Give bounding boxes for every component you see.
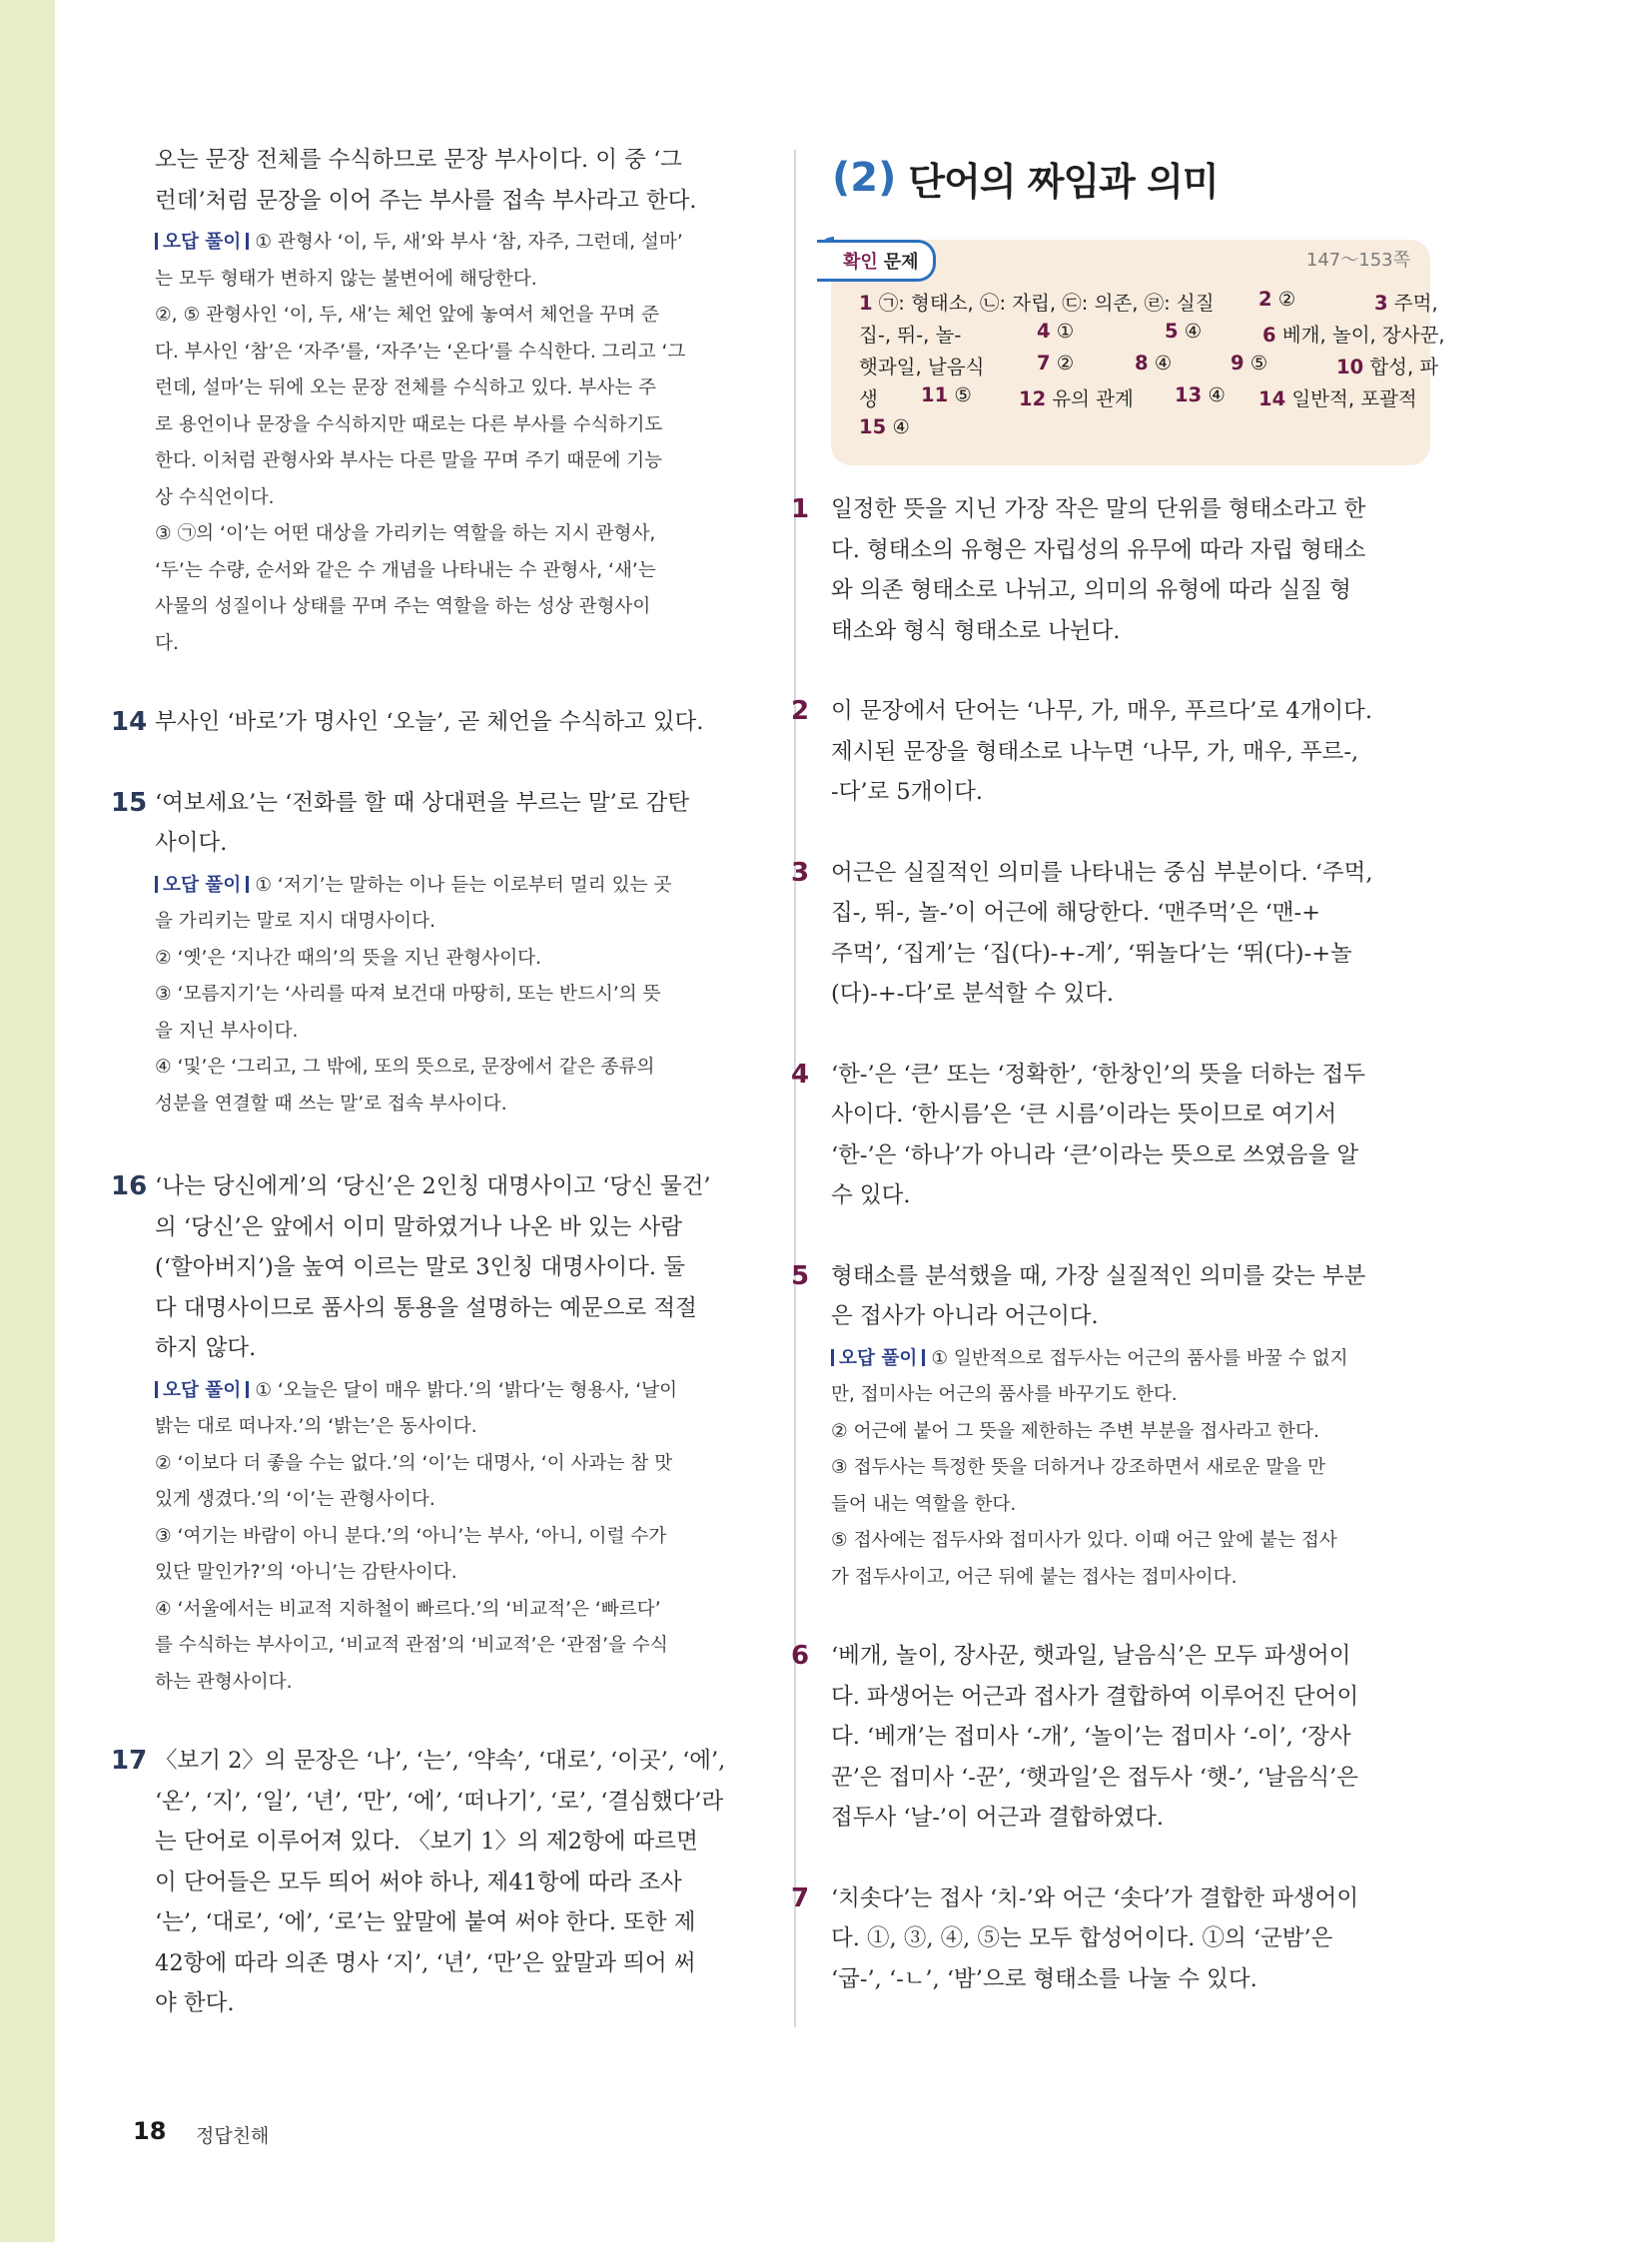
- text-line: 집-, 뛰-, 놀-’이 어근에 해당한다. ‘맨주먹’은 ‘맨-+: [831, 900, 1321, 926]
- wrong-answer-tag: 오답 풀이: [155, 232, 241, 253]
- answer-item-15: [111, 783, 754, 1123]
- note-line: 상 수식언이다.: [155, 486, 275, 508]
- text-line: ‘한-’은 ‘하나’가 아니라 ‘큰’이라는 뜻으로 쓰였음을 알: [831, 1141, 1359, 1168]
- answer-10-cont: 생: [859, 387, 878, 410]
- item-number: 14: [111, 707, 148, 737]
- item-number: 15: [111, 787, 148, 818]
- note-line: ④ ‘서울에서는 비교적 지하철이 빠르다.’의 ‘비교적’은 ‘빠르다’: [155, 1598, 661, 1620]
- note-line: 을 지닌 부사이다.: [155, 1020, 299, 1042]
- wrong-answer-tag: 오답 풀이: [155, 875, 241, 896]
- section-heading: [832, 148, 1219, 208]
- item-number: 17: [111, 1746, 148, 1776]
- problem-label: 문제: [883, 252, 919, 273]
- text-line: 42항에 따라 의존 명사 ‘지’, ‘년’, ‘만’은 앞말과 띄어 써: [155, 1949, 696, 1976]
- note-line: ‘두’는 수량, 순서와 같은 수 개념을 나타내는 수 관형사, ‘새’는: [155, 559, 656, 581]
- note-line: 밝는 대로 떠나자.’의 ‘밝는’은 동사이다.: [155, 1416, 477, 1437]
- note-line: ③ ‘모름지기’는 ‘사리를 따져 보건대 마땅히, 또는 반드시’의 뜻: [155, 984, 661, 1005]
- note-line: 다.: [155, 632, 179, 654]
- right-column: [791, 489, 1430, 1999]
- text-line: 는 단어로 이루어져 있다. 〈보기 1〉의 제2항에 따르면: [155, 1829, 698, 1855]
- note-line: 오답 풀이 ① 관형사 ‘이, 두, 새’와 부사 ‘참, 자주, 그런데, 설마’: [155, 225, 754, 262]
- text-line: 와 의존 형태소로 나뉘고, 의미의 유형에 따라 실질 형: [831, 577, 1351, 603]
- answer-item-4: [791, 1055, 1430, 1216]
- text-line: 수 있다.: [831, 1182, 911, 1208]
- note-line: 들어 내는 역할을 한다.: [831, 1493, 1017, 1515]
- note-line: 있단 말인가?’의 ‘아니’는 감탄사이다.: [155, 1562, 457, 1583]
- left-column: [111, 140, 754, 2024]
- text-line: 다. ‘베개’는 접미사 ‘-개’, ‘놀이’는 접미사 ‘-이’, ‘장사: [831, 1724, 1351, 1750]
- note-line: ② 어근에 붙어 그 뜻을 제한하는 주변 부분을 접사라고 한다.: [831, 1420, 1319, 1442]
- text-line: 일정한 뜻을 지닌 가장 작은 말의 단위를 형태소라고 한: [831, 496, 1366, 522]
- note-line: ③ 접두사는 특정한 뜻을 더하거나 강조하면서 새로운 말을 만: [831, 1457, 1326, 1478]
- text-line: ‘온’, ‘지’, ‘일’, ‘년’, ‘만’, ‘에’, ‘떠나기’, ‘로’, ‘결심했다’라: [155, 1788, 724, 1815]
- answer-item-2: [791, 691, 1430, 813]
- text-line: 이 문장에서 단어는 ‘나무, 가, 매우, 푸르다’로 4개이다.: [831, 698, 1372, 724]
- text-line: 다. ①, ③, ④, ⑤는 모두 합성어이다. ①의 ‘군밤’은: [831, 1925, 1333, 1951]
- item-number: 5: [791, 1260, 810, 1291]
- wrong-answer-tag: 오답 풀이: [831, 1348, 917, 1369]
- section-title: 단어의 짜임과 의미: [908, 159, 1219, 204]
- answer-9: 9 ⑤: [1231, 352, 1268, 374]
- text-line: (‘할아버지’)을 높여 이르는 말로 3인칭 대명사이다. 둘: [155, 1254, 685, 1280]
- answer-item-16: [111, 1166, 754, 1701]
- note-line: 다. 부사인 ‘참’은 ‘자주’를, ‘자주’는 ‘온다’를 수식한다. 그리고 ‘그: [155, 341, 686, 363]
- note-line: 한다. 이처럼 관형사와 부사는 다른 말을 꾸며 주기 때문에 기능: [155, 450, 663, 471]
- answer-4: 4 ①: [1037, 320, 1075, 343]
- check-problem-tab: [817, 240, 936, 282]
- answer-3-cont: 집-, 뛰-, 놀-: [859, 324, 962, 347]
- answer-2: 2 ②: [1258, 288, 1296, 311]
- text-line: -다’로 5개이다.: [831, 779, 984, 805]
- text-line: 태소와 형식 형태소로 나뉜다.: [831, 617, 1121, 644]
- intro-continuation: [155, 140, 754, 221]
- wrong-answer-tag: 오답 풀이: [155, 1380, 241, 1401]
- note-line: 있게 생겼다.’의 ‘이’는 관형사이다.: [155, 1489, 435, 1510]
- note-line: 로 용언이나 문장을 수식하지만 때로는 다른 부사를 수식하기도: [155, 413, 663, 435]
- answer-14: 14 일반적, 포괄적: [1258, 387, 1417, 410]
- text-line: 의 ‘당신’은 앞에서 이미 말하였거나 나온 바 있는 사람: [155, 1213, 682, 1240]
- answer-item-3: [791, 853, 1430, 1015]
- text-line: 이 단어들은 모두 띄어 써야 하나, 제41항에 따라 조사: [155, 1868, 682, 1895]
- text-line: ‘여보세요’는 ‘전화를 할 때 상대편을 부르는 말’로 감탄: [155, 789, 690, 816]
- text-line: ‘굽-’, ‘-ㄴ’, ‘밤’으로 형태소를 나눌 수 있다.: [831, 1965, 1257, 1992]
- note-line: ②, ⑤ 관형사인 ‘이, 두, 새’는 체언 앞에 놓여서 체언을 꾸며 준: [155, 305, 660, 326]
- item-number: 6: [791, 1641, 810, 1671]
- item-number: 3: [791, 857, 810, 888]
- text-line: ‘치솟다’는 접사 ‘치-’와 어근 ‘솟다’가 결합한 파생어이: [831, 1884, 1359, 1911]
- text-line: 사이다.: [155, 830, 228, 856]
- note-line: 성분을 연결할 때 쓰는 말’로 접속 부사이다.: [155, 1093, 507, 1115]
- answer-15: 15 ④: [859, 415, 910, 438]
- text-line: 부사인 ‘바로’가 명사인 ‘오늘’, 곧 체언을 수식하고 있다.: [155, 709, 704, 735]
- item-number: 2: [791, 696, 810, 726]
- note-line: 를 수식하는 부사이고, ‘비교적 관점’의 ‘비교적’은 ‘관점’을 수식: [155, 1635, 668, 1656]
- answer-3: 3 주먹,: [1374, 292, 1438, 315]
- text-line: (다)-+-다’로 분석할 수 있다.: [831, 981, 1114, 1007]
- answer-12: 12 유의 관계: [1019, 387, 1134, 410]
- text-line: ‘베개, 놀이, 장사꾼, 햇과일, 날음식’은 모두 파생어이: [831, 1643, 1351, 1669]
- page-number: 18: [133, 2117, 167, 2145]
- text-line: 형태소를 분석했을 때, 가장 실질적인 의미를 갖는 부분: [831, 1262, 1366, 1289]
- item-number: 16: [111, 1171, 148, 1201]
- side-band: [0, 0, 55, 2242]
- answer-item-17: [111, 1741, 754, 2024]
- check-label: 확인: [843, 252, 878, 273]
- answer-item-7: [791, 1878, 1430, 2000]
- note-line: ② ‘옛’은 ‘지나간 때의’의 뜻을 지닌 관형사이다.: [155, 947, 542, 969]
- text-line: ‘나는 당신에게’의 ‘당신’은 2인칭 대명사이고 ‘당신 물건’: [155, 1173, 711, 1199]
- wrong-answer-notes: [831, 1341, 1430, 1597]
- item-number: 4: [791, 1059, 810, 1090]
- note-line: 런데, 설마’는 뒤에 오는 문장 전체를 수식하고 있다. 부사는 주: [155, 377, 657, 398]
- answer-13: 13 ④: [1175, 383, 1226, 406]
- footer-label: 정답친해: [196, 2125, 270, 2147]
- page-range: 147～153쪽: [1305, 250, 1410, 271]
- note-line: 오답 풀이 ① 일반적으로 접두사는 어근의 품사를 바꿀 수 없지: [831, 1341, 1430, 1378]
- item-number: 7: [791, 1882, 810, 1913]
- text-line: 야 한다.: [155, 1990, 235, 2016]
- note-line: 을 가리키는 말로 지시 대명사이다.: [155, 911, 436, 932]
- text-line: 주먹’, ‘집게’는 ‘집(다)-+-게’, ‘뛰놀다’는 ‘뛰(다)-+놀: [831, 940, 1352, 967]
- note-line: 사물의 성질이나 상태를 꾸며 주는 역할을 하는 성상 관형사이: [155, 596, 651, 617]
- text-line: 하지 않다.: [155, 1335, 257, 1361]
- text-line: 런데’처럼 문장을 이어 주는 부사를 접속 부사라고 한다.: [155, 187, 697, 214]
- note-line: 하는 관형사이다.: [155, 1671, 293, 1693]
- text-line: 〈보기 2〉의 문장은 ‘나’, ‘는’, ‘약속’, ‘대로’, ‘이곳’, ‘에’,: [155, 1748, 726, 1774]
- check-problem-box: [831, 240, 1445, 465]
- item-number: 1: [791, 494, 810, 524]
- text-line: 꾼’은 접미사 ‘-꾼’, ‘햇과일’은 접두사 ‘햇-’, ‘날음식’은: [831, 1764, 1359, 1791]
- answer-10: 10 합성, 파: [1336, 356, 1439, 378]
- note-line: 오답 풀이 ① ‘저기’는 말하는 이나 듣는 이로부터 멀리 있는 곳: [155, 868, 754, 905]
- text-line: 오는 문장 전체를 수식하므로 문장 부사이다. 이 중 ‘그: [155, 147, 682, 173]
- note-line: ③ ‘여기는 바람이 아니 분다.’의 ‘아니’는 부사, ‘아니, 이럴 수가: [155, 1525, 667, 1547]
- answer-item-5: [791, 1256, 1430, 1597]
- note-line: 만, 접미사는 어근의 품사를 바꾸기도 한다.: [831, 1384, 1178, 1405]
- text-line: 다. 파생어는 어근과 접사가 결합하여 이루어진 단어이: [831, 1683, 1359, 1710]
- note-line: 가 접두사이고, 어근 뒤에 붙는 접사는 접미사이다.: [831, 1566, 1238, 1588]
- answer-6-cont: 햇과일, 날음식: [859, 356, 985, 378]
- note-line: 오답 풀이 ① ‘오늘은 달이 매우 밝다.’의 ‘밝다’는 형용사, ‘날이: [155, 1373, 754, 1410]
- intro-notes: [155, 225, 754, 662]
- wrong-answer-notes: [155, 1373, 754, 1702]
- text-line: 은 접사가 아니라 어근이다.: [831, 1303, 1099, 1329]
- answer-11: 11 ⑤: [921, 383, 972, 406]
- text-line: 다 대명사이므로 품사의 통용을 설명하는 예문으로 적절: [155, 1294, 697, 1321]
- answer-5: 5 ④: [1165, 320, 1203, 343]
- answer-item-1: [791, 489, 1430, 651]
- text-line: ‘는’, ‘대로’, ‘에’, ‘로’는 앞말에 붙여 써야 한다. 또한 제: [155, 1909, 696, 1935]
- answer-7: 7 ②: [1037, 352, 1075, 374]
- note-line: 는 모두 형태가 변하지 않는 불변어에 해당한다.: [155, 268, 537, 290]
- text-line: 어근은 실질적인 의미를 나타내는 중심 부분이다. ‘주먹,: [831, 859, 1373, 886]
- section-number: (2): [832, 155, 897, 201]
- text-line: ‘한-’은 ‘큰’ 또는 ‘정확한’, ‘한창인’의 뜻을 더하는 접두: [831, 1061, 1366, 1088]
- text-line: 사이다. ‘한시름’은 ‘큰 시름’이라는 뜻이므로 여기서: [831, 1102, 1337, 1127]
- answer-6: 6 베개, 놀이, 장사꾼,: [1262, 324, 1445, 347]
- answer-1: 1 ㉠: 형태소, ㉡: 자립, ㉢: 의존, ㉣: 실질: [859, 292, 1215, 315]
- note-line: ③ ㉠의 ‘이’는 어떤 대상을 가리키는 역할을 하는 지시 관형사,: [155, 523, 656, 544]
- wrong-answer-notes: [155, 868, 754, 1123]
- answer-item-14: [111, 702, 754, 743]
- note-line: ② ‘이보다 더 좋을 수는 없다.’의 ‘이’는 대명사, ‘이 사과는 참 맛: [155, 1452, 673, 1474]
- text-line: 접두사 ‘날-’이 어근과 결합하였다.: [831, 1805, 1165, 1831]
- answer-item-6: [791, 1636, 1430, 1839]
- text-line: 제시된 문장을 형태소로 나누면 ‘나무, 가, 매우, 푸르-,: [831, 738, 1359, 765]
- note-line: ⑤ 접사에는 접두사와 접미사가 있다. 이때 어근 앞에 붙는 접사: [831, 1530, 1337, 1551]
- answer-8: 8 ④: [1135, 352, 1173, 374]
- note-line: ④ ‘및’은 ‘그리고, 그 밖에, 또의 뜻으로, 문장에서 같은 종류의: [155, 1057, 655, 1078]
- text-line: 다. 형태소의 유형은 자립성의 유무에 따라 자립 형태소: [831, 536, 1366, 563]
